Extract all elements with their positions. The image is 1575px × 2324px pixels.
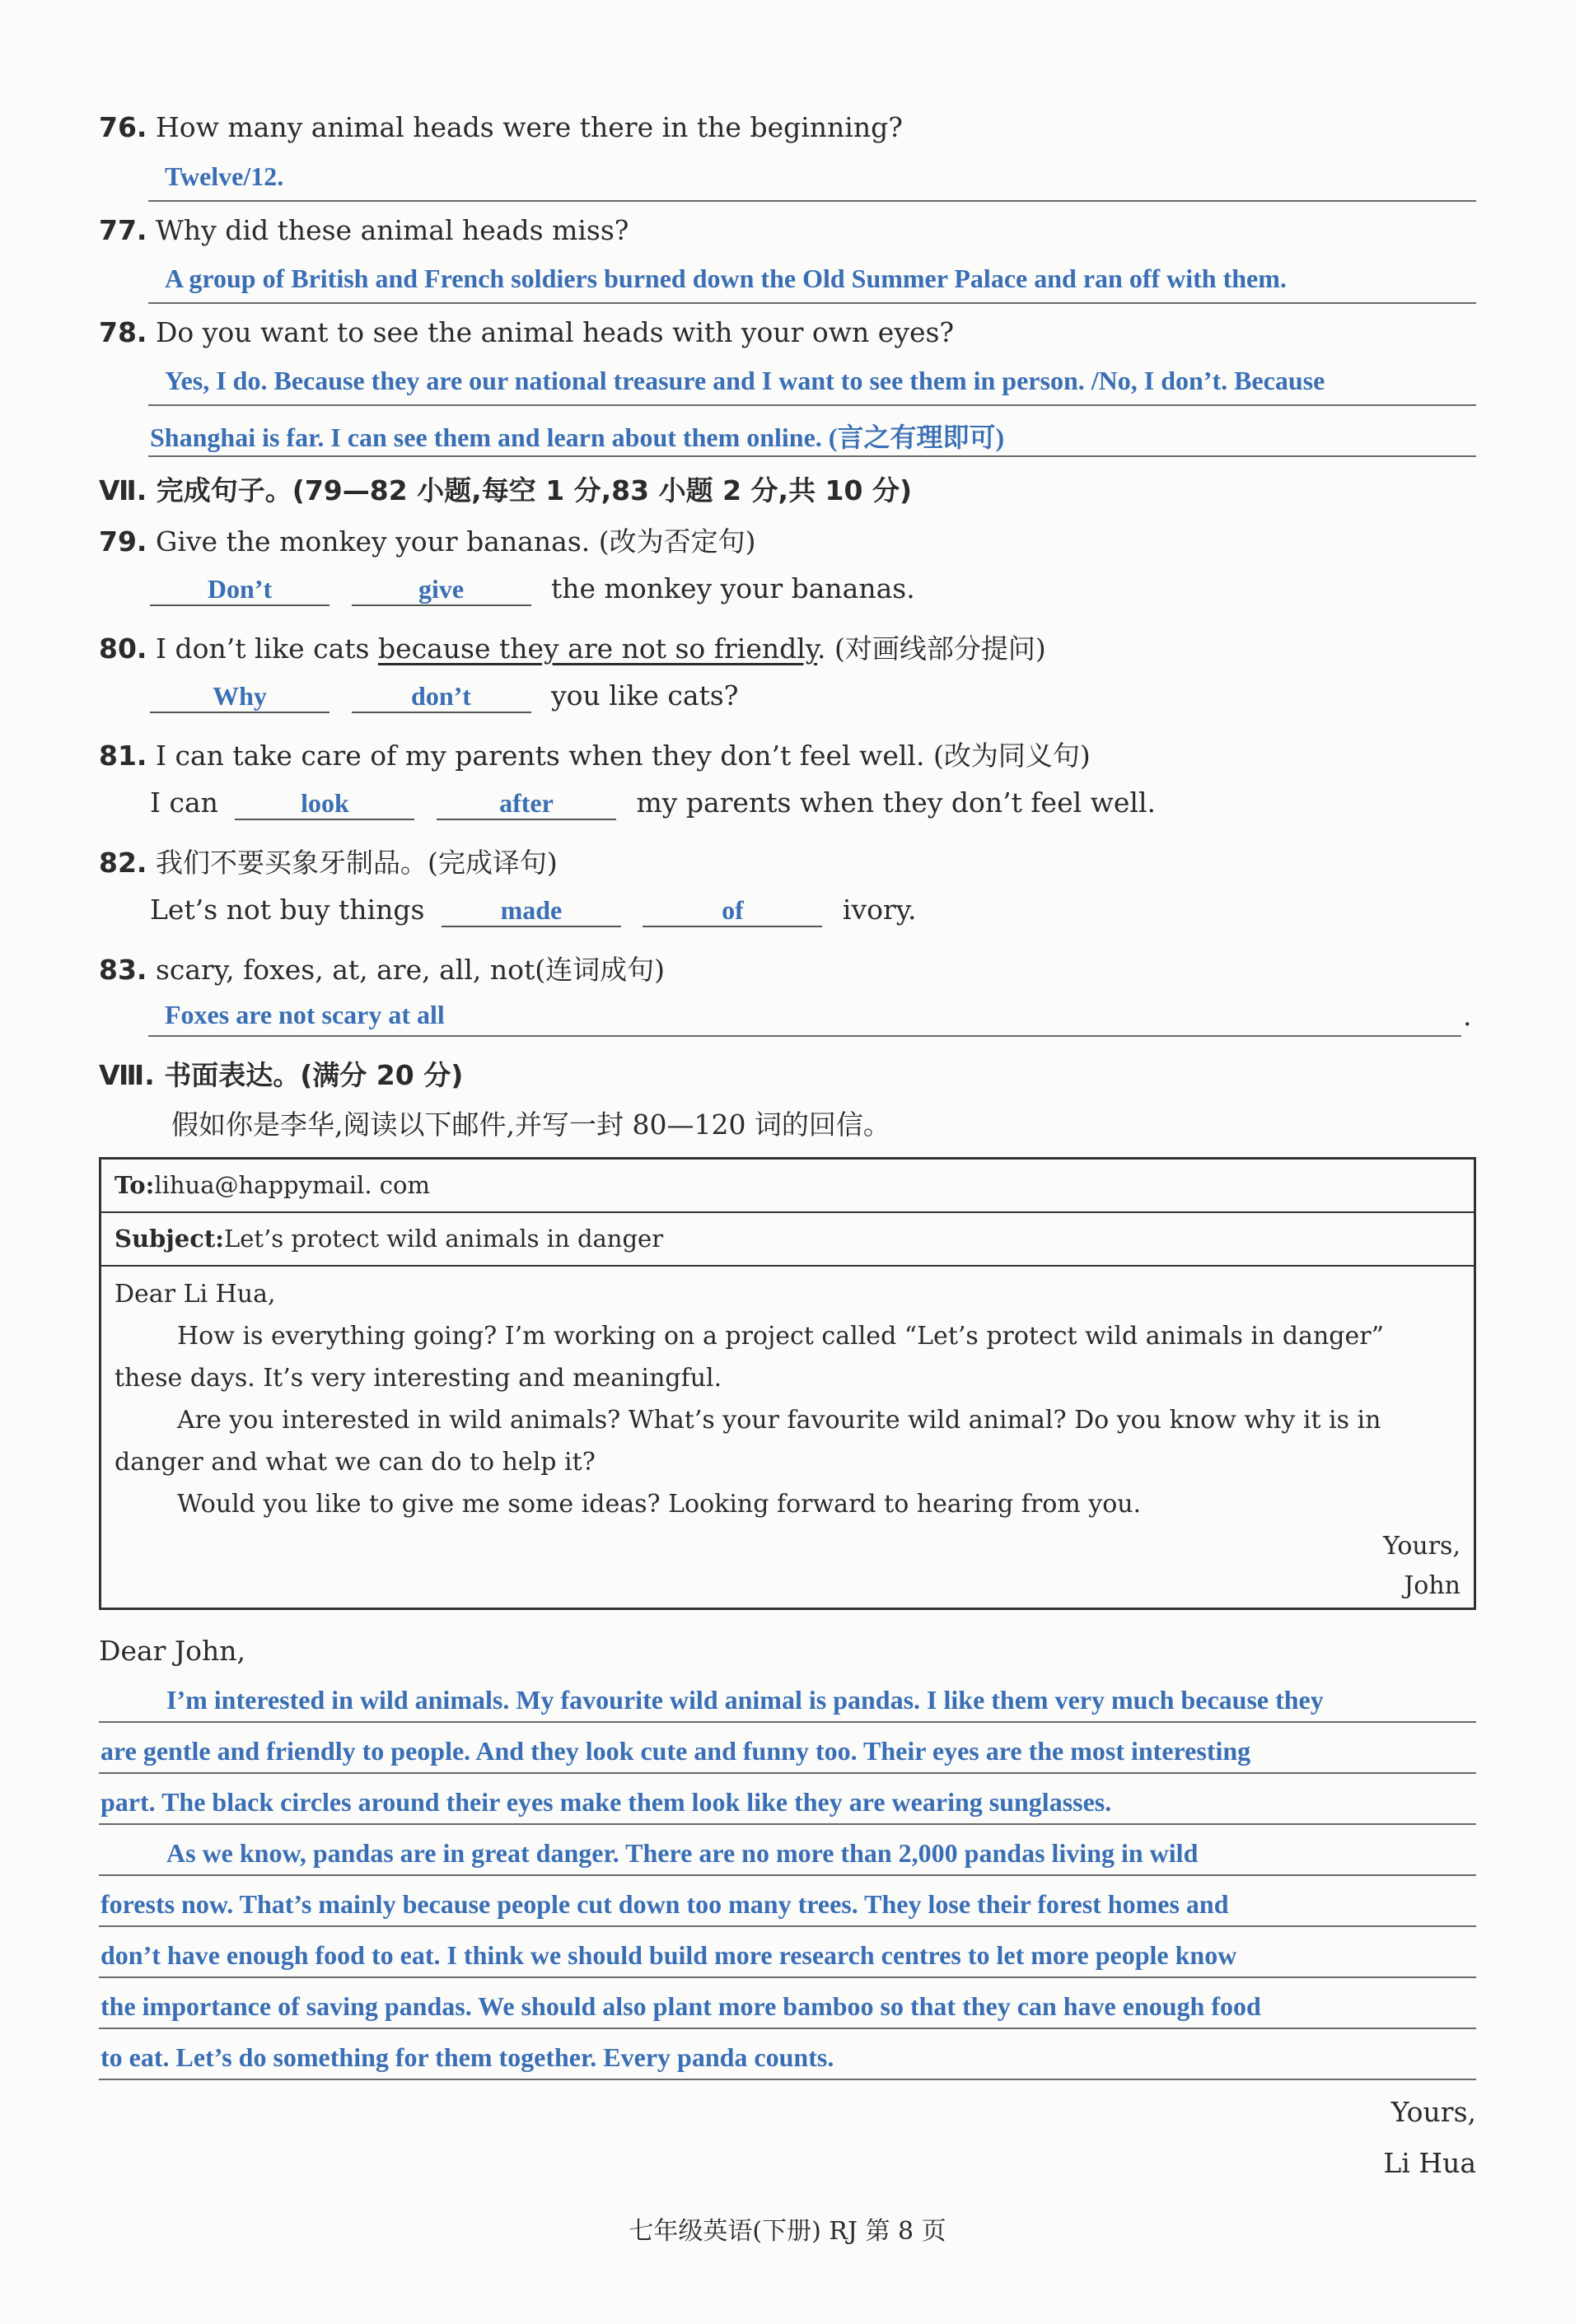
reply-line-5: forests now. That’s mainly because people cut down too many trees. They lose their forest homes and [100, 1889, 1229, 1919]
email-p1a: How is everything going? I’m working on a project called “Let’s protect wild animals in danger” [177, 1322, 1384, 1351]
reply-closing: Yours, [1390, 2096, 1476, 2128]
blank-82-1[interactable]: made [442, 895, 621, 927]
question-80: 80. I don’t like cats because they are not so friendly. (对画线部分提问) [99, 632, 1046, 665]
question-82: 82. 我们不要买象牙制品。(完成译句) [99, 847, 558, 879]
question-81: 81. I can take care of my parents when they don’t feel well. (改为同义句) [99, 740, 1091, 772]
email-closing: Yours, [1383, 1532, 1460, 1561]
section-8-title: Ⅷ. 书面表达。(满分 20 分) [99, 1059, 464, 1091]
email-p1b: these days. It’s very interesting and meaningful. [115, 1364, 722, 1393]
writing-instruction: 假如你是李华,阅读以下邮件,并写一封 80—120 词的回信。 [171, 1108, 890, 1141]
email-subject-row: Subject:Let’s protect wild animals in danger [101, 1211, 1474, 1267]
answer-82-row: Let’s not buy things made of ivory. [150, 894, 917, 926]
blank-79-2[interactable]: give [352, 574, 531, 606]
reply-signature: Li Hua [1383, 2147, 1476, 2179]
answer-78-line2: Shanghai is far. I can see them and learn about them online. (言之有理即可) [150, 422, 1005, 452]
blank-79-1[interactable]: Don’t [150, 574, 329, 606]
answer-80-row: Why don’t you like cats? [150, 679, 1575, 713]
blank-80-2[interactable]: don’t [352, 681, 531, 713]
answer-83: Foxes are not scary at all [165, 1000, 445, 1029]
reply-line-3: part. The black circles around their eyes make them look like they are wearing sunglasses. [100, 1787, 1112, 1817]
email-signature: John [1404, 1571, 1460, 1600]
answer-77: A group of British and French soldiers burned down the Old Summer Palace and ran off with them. [165, 264, 1287, 293]
section-7-title: Ⅶ. 完成句子。(79—82 小题,每空 1 分,83 小题 2 分,共 10 分) [99, 474, 913, 506]
reply-line-6: don’t have enough food to eat. I think we should build more research centres to let more people know [100, 1940, 1237, 1970]
blank-81-1[interactable]: look [235, 788, 414, 820]
email-p2b: danger and what we can do to help it? [115, 1448, 596, 1477]
question-83: 83. scary, foxes, at, are, all, not(连词成句) [99, 954, 665, 986]
reply-line-7: the importance of saving pandas. We should also plant more bamboo so that they can have enough food [100, 1991, 1261, 2021]
answer-78-line1: Yes, I do. Because they are our national treasure and I want to see them in person. /No, I don’t. Because [165, 366, 1325, 395]
reply-line-2: are gentle and friendly to people. And they look cute and funny too. Their eyes are the most interesting [100, 1736, 1251, 1766]
question-77: 77. Why did these animal heads miss? [99, 214, 629, 246]
reply-greeting: Dear John, [99, 1635, 246, 1667]
answer-81-row: I can look after my parents when they don’t feel well. [150, 786, 1157, 819]
email-greeting: Dear Li Hua, [115, 1280, 276, 1309]
question-76: 76. How many animal heads were there in the beginning? [99, 111, 903, 143]
question-79: 79. Give the monkey your bananas. (改为否定句) [99, 525, 756, 558]
email-p2a: Are you interested in wild animals? What’s your favourite wild animal? Do you know why it is in [177, 1406, 1381, 1435]
email-p3: Would you like to give me some ideas? Looking forward to hearing from you. [177, 1490, 1142, 1519]
answer-83-period: . [1463, 1000, 1472, 1032]
page-footer: 七年级英语(下册) RJ 第 8 页 [629, 2217, 946, 2246]
answer-76: Twelve/12. [165, 161, 284, 191]
blank-81-2[interactable]: after [437, 788, 616, 820]
email-box [99, 1157, 1476, 1610]
blank-80-1[interactable]: Why [150, 681, 329, 713]
reply-line-8: to eat. Let’s do something for them together. Every panda counts. [100, 2042, 834, 2072]
reply-line-4: As we know, pandas are in great danger. There are no more than 2,000 pandas living in wild [166, 1838, 1199, 1868]
blank-82-2[interactable]: of [643, 895, 822, 927]
email-subject: Let’s protect wild animals in danger [224, 1225, 664, 1253]
reply-line-1: I’m interested in wild animals. My favourite wild animal is pandas. I like them very much because they [166, 1685, 1324, 1715]
answer-79-row: Don’t give the monkey your bananas. [150, 572, 1575, 606]
email-address: lihua@happymail. com [154, 1171, 430, 1199]
question-78: 78. Do you want to see the animal heads with your own eyes? [99, 316, 955, 348]
underlined-phrase: because they are not so friendly [377, 632, 818, 665]
email-to-row: To:lihua@happymail. com [101, 1160, 1474, 1213]
